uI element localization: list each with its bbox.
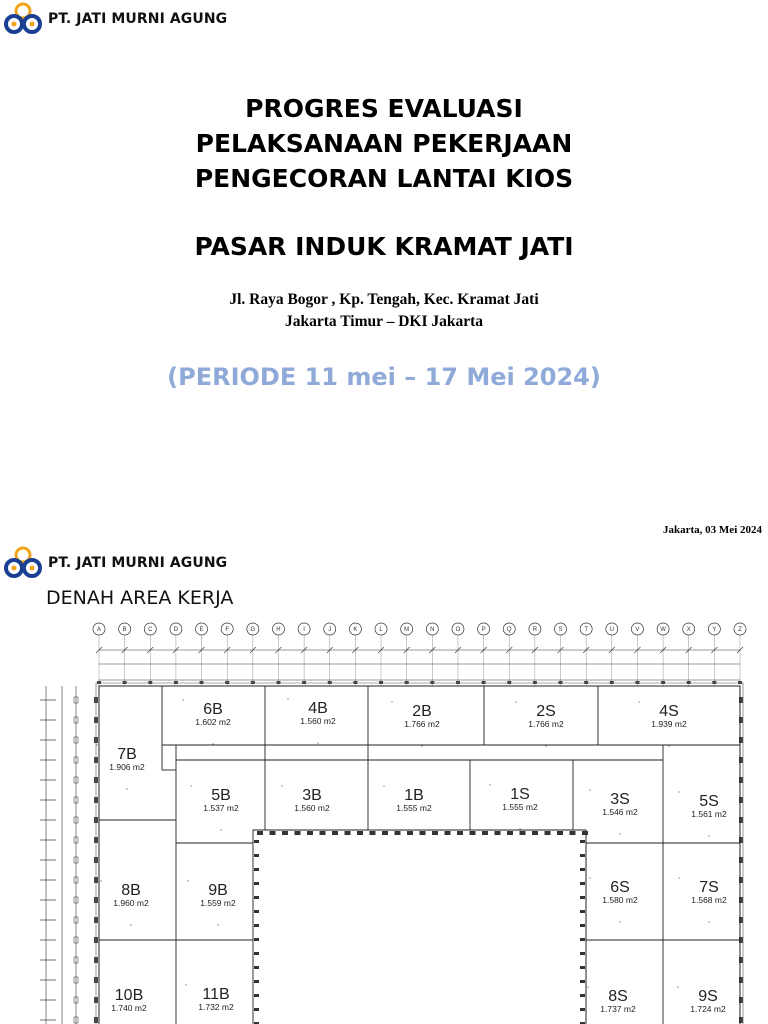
kiosk-name: 6S bbox=[610, 879, 630, 896]
grid-bubble-J bbox=[324, 623, 336, 686]
kiosk-area: 1.960 m2 bbox=[113, 898, 149, 908]
kiosk-area: 1.766 m2 bbox=[404, 719, 440, 729]
courtyard-mark bbox=[495, 831, 501, 835]
kiosk-area: 1.906 m2 bbox=[109, 762, 145, 772]
courtyard-mark bbox=[254, 896, 259, 899]
title-line-1: PROGRES EVALUASI bbox=[245, 94, 523, 123]
courtyard-mark bbox=[254, 952, 259, 955]
kiosk-4s[interactable] bbox=[638, 701, 687, 746]
grid-bubble-R bbox=[529, 623, 541, 686]
kiosk-name: 7B bbox=[117, 746, 137, 763]
svg-text:Z: Z bbox=[738, 627, 742, 633]
grid-bubble-N bbox=[426, 623, 438, 686]
svg-text:V: V bbox=[635, 627, 640, 633]
column-mark bbox=[482, 681, 486, 684]
column-mark bbox=[559, 681, 563, 684]
grid-bubble-G bbox=[247, 623, 259, 686]
kiosk-area: 1.555 m2 bbox=[502, 802, 538, 812]
kiosk-name: 4B bbox=[308, 700, 328, 717]
kiosk-name: 6B bbox=[203, 701, 223, 718]
kiosk-name: 5S bbox=[699, 793, 719, 810]
kiosk-name: 8B bbox=[121, 882, 141, 899]
courtyard-mark bbox=[507, 831, 513, 835]
courtyard-mark bbox=[580, 980, 585, 983]
courtyard-mark bbox=[395, 831, 401, 835]
courtyard-mark bbox=[370, 831, 376, 835]
courtyard-mark bbox=[432, 831, 438, 835]
kiosk-name: 1B bbox=[404, 787, 424, 804]
courtyard-mark bbox=[580, 966, 585, 969]
grid-bubble-X bbox=[683, 623, 695, 686]
kiosk-10b[interactable] bbox=[98, 985, 147, 1024]
svg-text:C: C bbox=[148, 627, 153, 633]
svg-text:N: N bbox=[430, 627, 435, 633]
svg-text:W: W bbox=[660, 627, 666, 633]
column-mark bbox=[302, 681, 306, 684]
grid-bubble-D bbox=[170, 623, 182, 686]
courtyard-mark bbox=[557, 831, 563, 835]
courtyard-mark bbox=[570, 831, 576, 835]
svg-text:D: D bbox=[173, 627, 179, 633]
kiosk-name: 8S bbox=[608, 988, 628, 1005]
courtyard-mark bbox=[254, 938, 259, 941]
company-name: PT. JATI MURNI AGUNG bbox=[48, 555, 228, 571]
kiosk-4b[interactable] bbox=[287, 698, 336, 743]
kiosk-5b[interactable] bbox=[190, 785, 239, 830]
kiosk-labels bbox=[96, 698, 727, 1024]
courtyard-mark bbox=[320, 831, 326, 835]
kiosk-area: 1.724 m2 bbox=[690, 1004, 726, 1014]
svg-text:A: A bbox=[96, 627, 102, 633]
kiosk-name: 2B bbox=[412, 703, 432, 720]
svg-text:L: L bbox=[379, 627, 383, 633]
kiosk-name: 11B bbox=[202, 986, 230, 1003]
company-name: PT. JATI MURNI AGUNG bbox=[48, 11, 228, 27]
column-mark bbox=[251, 681, 255, 684]
courtyard-mark bbox=[257, 831, 263, 835]
address-line-2: Jakarta Timur – DKI Jakarta bbox=[284, 313, 484, 330]
column-mark bbox=[200, 681, 204, 684]
kiosk-11b[interactable] bbox=[185, 984, 234, 1024]
courtyard-mark bbox=[580, 854, 585, 857]
kiosk-area: 1.568 m2 bbox=[691, 895, 727, 905]
grid-bubble-E bbox=[196, 623, 208, 686]
kiosk-area: 1.560 m2 bbox=[300, 716, 336, 726]
courtyard-mark bbox=[545, 831, 551, 835]
courtyard-mark bbox=[307, 831, 313, 835]
courtyard-mark bbox=[254, 966, 259, 969]
courtyard-mark bbox=[332, 831, 338, 835]
title-line-2: PELAKSANAAN PEKERJAAN bbox=[195, 129, 573, 158]
column-mark bbox=[148, 681, 152, 684]
courtyard-mark bbox=[580, 840, 585, 843]
kiosk-6b[interactable] bbox=[182, 699, 231, 744]
svg-text:K: K bbox=[353, 627, 358, 633]
company-brand bbox=[4, 2, 227, 36]
column-mark bbox=[456, 681, 460, 684]
grid-bubble-P bbox=[478, 623, 490, 686]
kiosk-7b[interactable] bbox=[96, 744, 145, 789]
svg-text:M: M bbox=[404, 627, 410, 633]
column-mark bbox=[379, 681, 383, 684]
grid-bubble-V bbox=[631, 623, 643, 686]
kiosk-9b[interactable] bbox=[187, 880, 236, 925]
svg-text:U: U bbox=[609, 627, 614, 633]
svg-text:J: J bbox=[328, 627, 332, 633]
courtyard-edge-marks bbox=[254, 831, 588, 1024]
courtyard-mark bbox=[580, 994, 585, 997]
kiosk-name: 1S bbox=[510, 786, 530, 803]
kiosk-5s[interactable] bbox=[678, 791, 727, 836]
svg-text:O: O bbox=[455, 627, 461, 633]
courtyard-mark bbox=[580, 896, 585, 899]
svg-text:T: T bbox=[584, 627, 588, 633]
grid-bubble-T bbox=[580, 623, 592, 686]
courtyard-mark bbox=[580, 952, 585, 955]
column-mark bbox=[225, 681, 229, 684]
svg-text:Y: Y bbox=[712, 627, 717, 633]
grid-bubble-Z bbox=[734, 623, 746, 686]
courtyard-mark bbox=[295, 831, 301, 835]
svg-text:R: R bbox=[532, 627, 538, 633]
periode-text: (PERIODE 11 mei – 17 Mei 2024) bbox=[167, 363, 601, 391]
kiosk-area: 1.555 m2 bbox=[396, 803, 432, 813]
column-mark bbox=[661, 681, 665, 684]
grid-bubble-U bbox=[606, 623, 618, 686]
courtyard-mark bbox=[470, 831, 476, 835]
kiosk-2b[interactable] bbox=[391, 701, 440, 746]
grid-bubble-Y bbox=[708, 623, 720, 686]
floor-plan-drawing bbox=[0, 540, 768, 1024]
column-mark bbox=[635, 681, 639, 684]
grid-bubble-B bbox=[119, 623, 131, 686]
kiosk-area: 1.560 m2 bbox=[294, 803, 330, 813]
svg-text:I: I bbox=[303, 627, 305, 633]
column-mark bbox=[712, 681, 716, 684]
kiosk-1b[interactable] bbox=[383, 785, 432, 830]
kiosk-area: 1.737 m2 bbox=[600, 1004, 636, 1014]
svg-text:G: G bbox=[250, 627, 256, 633]
grid-bubble-W bbox=[657, 623, 669, 686]
kiosk-area: 1.559 m2 bbox=[200, 898, 236, 908]
column-mark bbox=[174, 681, 178, 684]
courtyard-mark bbox=[580, 882, 585, 885]
svg-text:H: H bbox=[276, 627, 281, 633]
courtyard-mark bbox=[254, 840, 259, 843]
kiosk-area: 1.766 m2 bbox=[528, 719, 564, 729]
kiosk-8b[interactable] bbox=[100, 880, 149, 925]
svg-text:S: S bbox=[558, 627, 563, 633]
column-mark bbox=[430, 681, 434, 684]
grid-bubble-I bbox=[298, 623, 310, 686]
kiosk-6s[interactable] bbox=[589, 877, 638, 922]
kiosk-name: 7S bbox=[699, 879, 719, 896]
kiosk-area: 1.537 m2 bbox=[203, 803, 239, 813]
grid-bubble-K bbox=[349, 623, 361, 686]
courtyard-mark bbox=[282, 831, 288, 835]
courtyard-mark bbox=[482, 831, 488, 835]
kiosk-3b[interactable] bbox=[281, 785, 330, 830]
column-mark bbox=[584, 681, 588, 684]
courtyard-mark bbox=[580, 938, 585, 941]
grid-axis-labels bbox=[93, 623, 746, 686]
courtyard-mark bbox=[254, 980, 259, 983]
courtyard-mark bbox=[580, 868, 585, 871]
grid-bubble-H bbox=[272, 623, 284, 686]
kiosk-area: 1.939 m2 bbox=[651, 719, 687, 729]
kiosk-2s[interactable] bbox=[515, 701, 564, 746]
dimension-ticks bbox=[40, 647, 743, 1023]
building-outline bbox=[96, 683, 743, 1024]
kiosk-area: 1.580 m2 bbox=[602, 895, 638, 905]
kiosk-name: 9B bbox=[208, 882, 228, 899]
kiosk-9s[interactable] bbox=[677, 986, 726, 1024]
kiosk-walls bbox=[99, 686, 740, 1024]
grid-bubble-O bbox=[452, 623, 464, 686]
kiosk-area: 1.602 m2 bbox=[195, 717, 231, 727]
courtyard-mark bbox=[254, 994, 259, 997]
grid-bubble-S bbox=[555, 623, 567, 686]
courtyard-mark bbox=[254, 910, 259, 913]
courtyard-mark bbox=[520, 831, 526, 835]
courtyard-mark bbox=[254, 868, 259, 871]
title-line-3: PENGECORAN LANTAI KIOS bbox=[194, 164, 574, 193]
column-mark bbox=[97, 681, 101, 684]
plan-heading: DENAH AREA KERJA bbox=[46, 587, 234, 609]
courtyard-mark bbox=[420, 831, 426, 835]
courtyard-mark bbox=[254, 882, 259, 885]
grid-bubble-C bbox=[144, 623, 156, 686]
courtyard-mark bbox=[254, 924, 259, 927]
courtyard-mark bbox=[580, 1008, 585, 1011]
courtyard-mark bbox=[357, 831, 363, 835]
column-mark bbox=[687, 681, 691, 684]
kiosk-name: 9S bbox=[698, 988, 718, 1005]
courtyard-mark bbox=[445, 831, 451, 835]
kiosk-7s[interactable] bbox=[678, 877, 727, 922]
kiosk-area: 1.740 m2 bbox=[111, 1003, 147, 1013]
svg-text:Q: Q bbox=[506, 627, 512, 633]
column-mark bbox=[610, 681, 614, 684]
courtyard-mark bbox=[254, 854, 259, 857]
courtyard-mark bbox=[580, 924, 585, 927]
courtyard-mark bbox=[532, 831, 538, 835]
column-mark bbox=[276, 681, 280, 684]
grid-bubble-A bbox=[93, 623, 105, 686]
svg-text:F: F bbox=[225, 627, 230, 633]
svg-text:B: B bbox=[122, 627, 127, 633]
svg-text:X: X bbox=[686, 627, 691, 633]
column-mark bbox=[405, 681, 409, 684]
kiosk-1s[interactable] bbox=[489, 784, 538, 829]
kiosk-name: 5B bbox=[211, 787, 231, 804]
courtyard-mark bbox=[345, 831, 351, 835]
column-mark bbox=[353, 681, 357, 684]
svg-text:E: E bbox=[199, 627, 204, 633]
courtyard-mark bbox=[582, 831, 588, 835]
column-mark bbox=[533, 681, 537, 684]
svg-text:P: P bbox=[481, 627, 486, 633]
courtyard-mark bbox=[254, 1008, 259, 1011]
column-mark bbox=[507, 681, 511, 684]
date-text: Jakarta, 03 Mei 2024 bbox=[663, 524, 762, 536]
grid-bubble-F bbox=[221, 623, 233, 686]
grid-bubble-L bbox=[375, 623, 387, 686]
kiosk-name: 4S bbox=[659, 703, 679, 720]
dimension-lines bbox=[46, 650, 740, 1024]
kiosk-name: 10B bbox=[114, 987, 144, 1004]
courtyard-mark bbox=[270, 831, 276, 835]
company-logo-icon bbox=[4, 2, 42, 36]
kiosk-name: 3S bbox=[610, 791, 630, 808]
column-mark bbox=[328, 681, 332, 684]
grid-bubble-Q bbox=[503, 623, 515, 686]
kiosk-name: 2S bbox=[536, 703, 556, 720]
project-name: PASAR INDUK KRAMAT JATI bbox=[194, 232, 574, 261]
column-mark bbox=[738, 681, 742, 684]
kiosk-area: 1.732 m2 bbox=[198, 1002, 234, 1012]
kiosk-area: 1.561 m2 bbox=[691, 809, 727, 819]
courtyard-mark bbox=[382, 831, 388, 835]
plan-slide bbox=[0, 540, 768, 1024]
courtyard-mark bbox=[457, 831, 463, 835]
kiosk-name: 3B bbox=[302, 787, 322, 804]
grid-bubble-M bbox=[401, 623, 413, 686]
kiosk-area: 1.546 m2 bbox=[602, 807, 638, 817]
kiosk-3s[interactable] bbox=[589, 789, 638, 834]
courtyard-mark bbox=[407, 831, 413, 835]
courtyard-mark bbox=[580, 910, 585, 913]
address-line-1: Jl. Raya Bogor , Kp. Tengah, Kec. Kramat Jati bbox=[229, 291, 539, 308]
column-mark bbox=[123, 681, 127, 684]
kiosk-8s[interactable] bbox=[587, 986, 636, 1024]
